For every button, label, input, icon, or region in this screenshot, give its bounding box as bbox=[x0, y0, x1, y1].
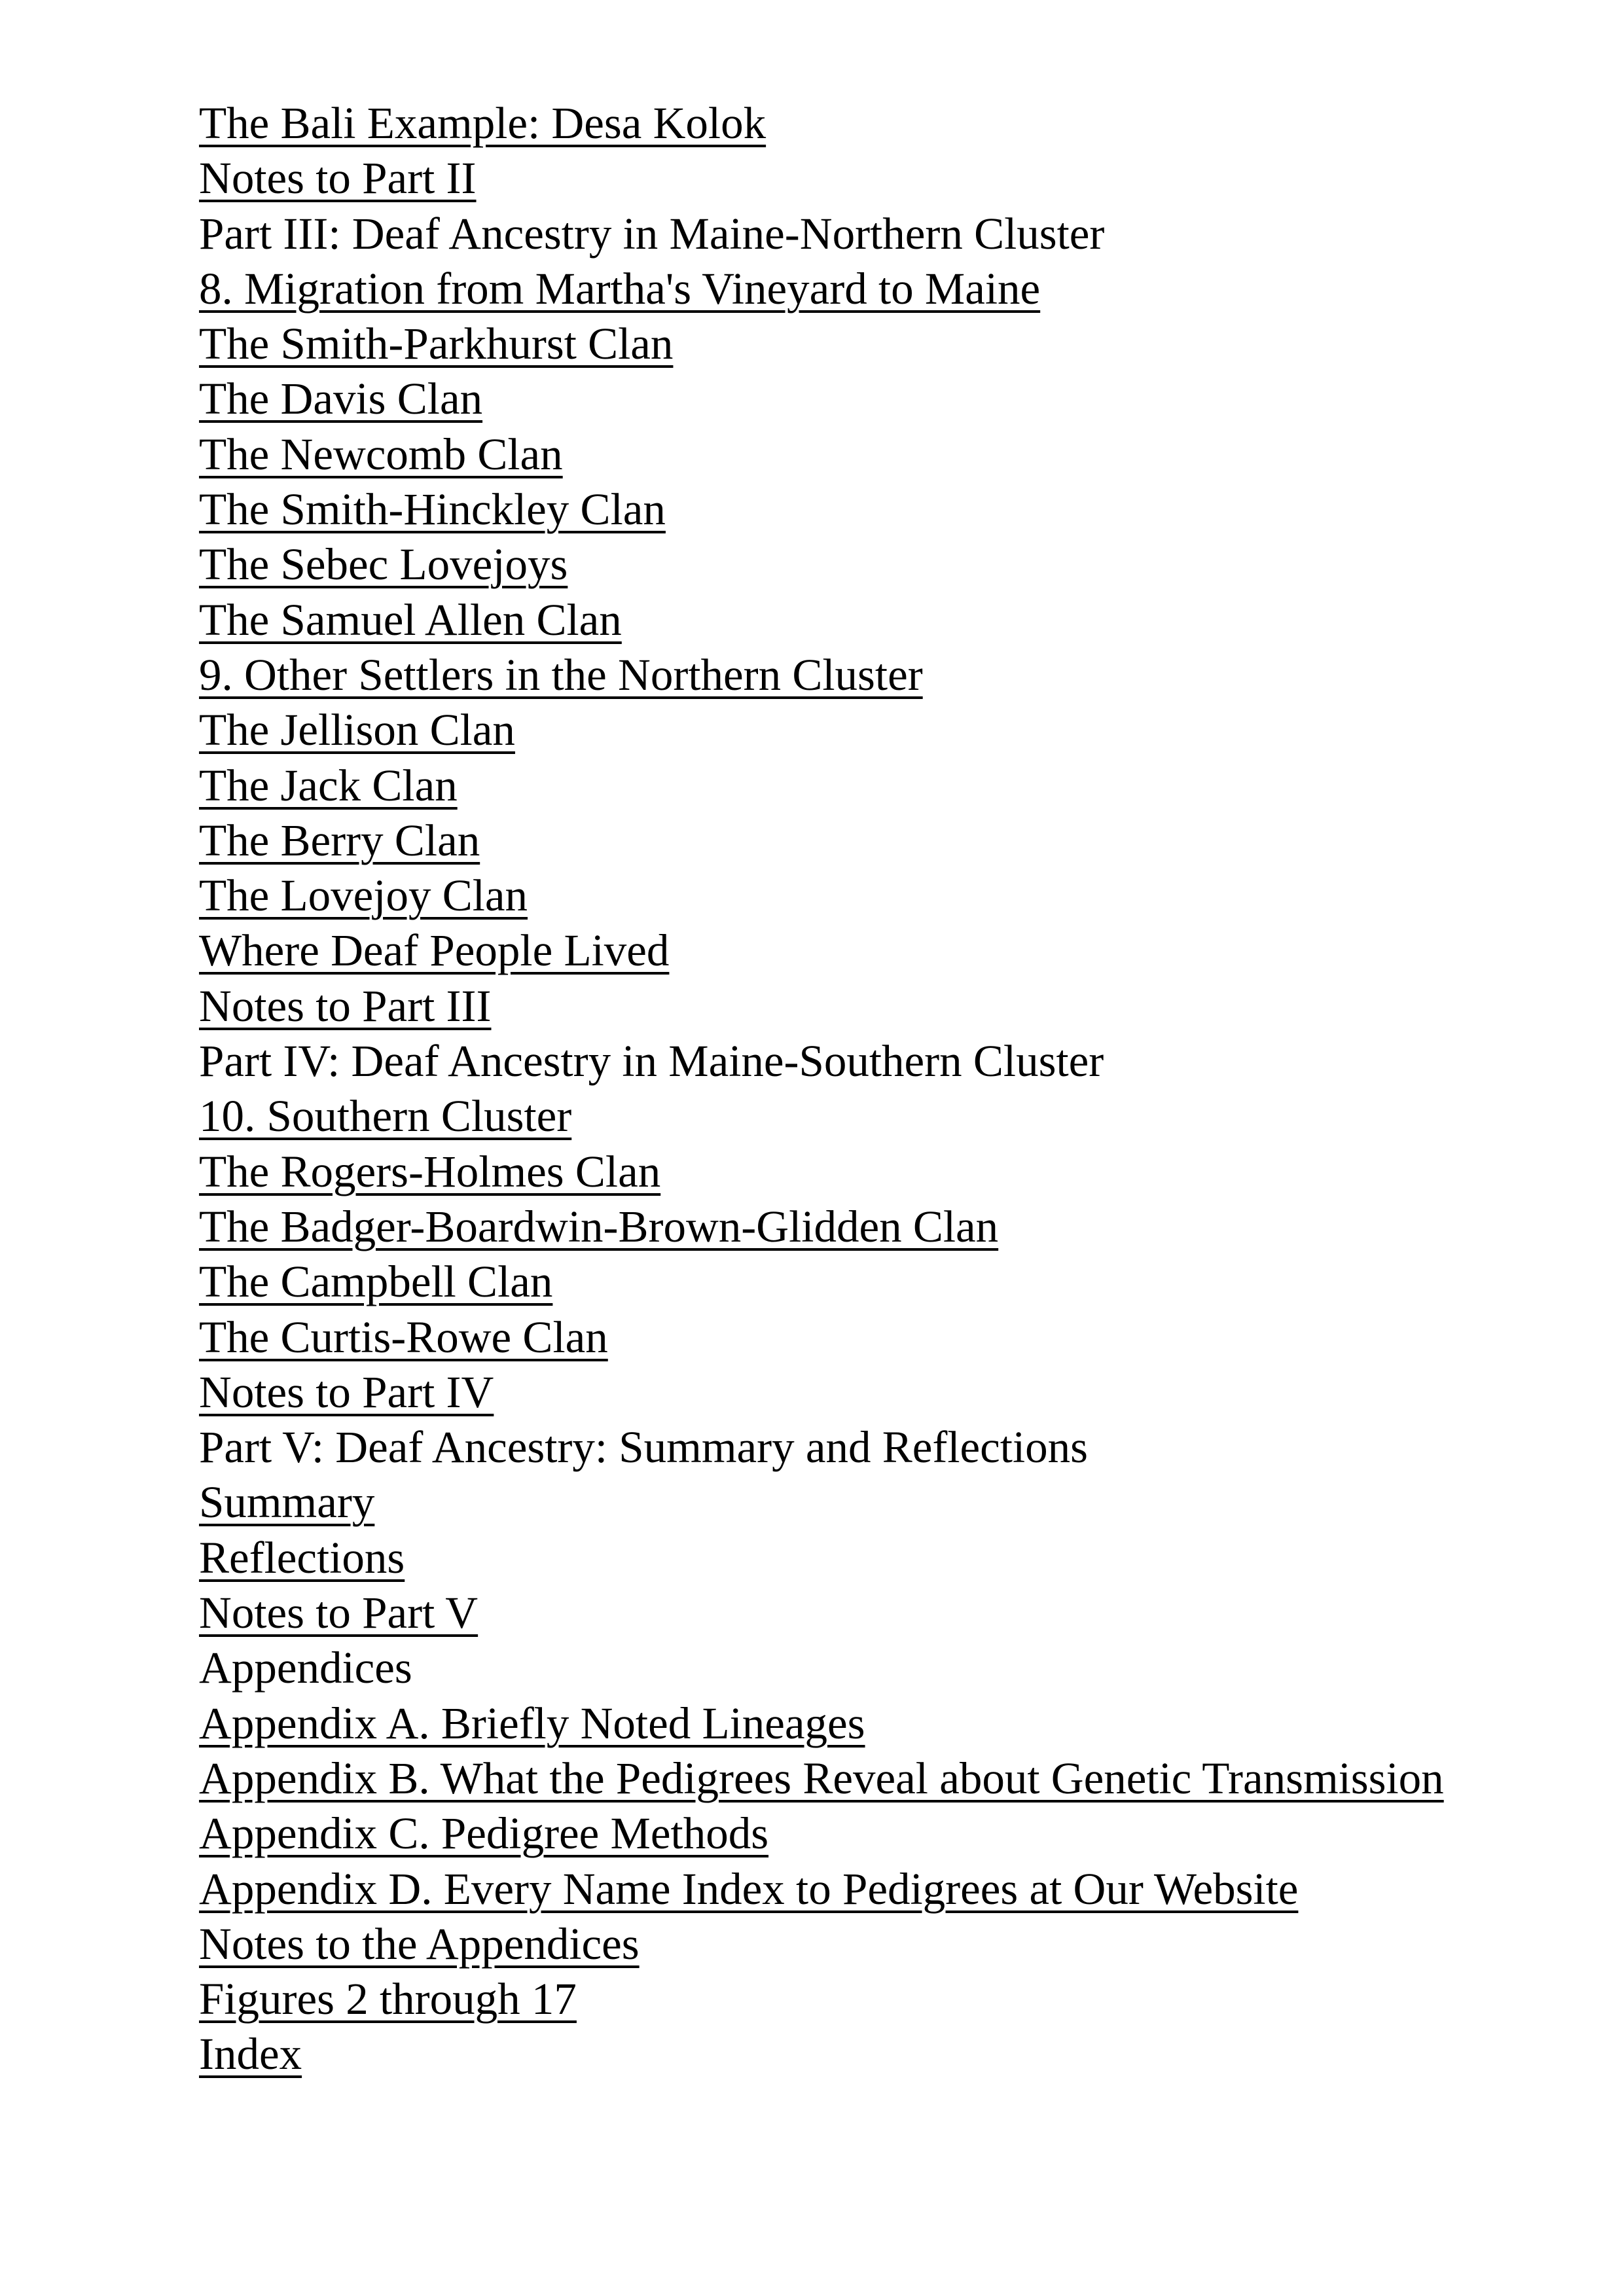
table-of-contents bbox=[199, 96, 1606, 2082]
toc-entry-chapter-8 bbox=[199, 261, 1606, 316]
toc-entry-jack bbox=[199, 758, 1606, 813]
toc-link-bali-example[interactable]: The Bali Example: Desa Kolok bbox=[199, 98, 767, 148]
toc-entry-appendix-c bbox=[199, 1806, 1606, 1861]
toc-link-reflections[interactable]: Reflections bbox=[199, 1532, 405, 1583]
toc-entry-jellison bbox=[199, 702, 1606, 757]
toc-entry-figures bbox=[199, 1971, 1606, 2026]
toc-link-chapter-10[interactable]: 10. Southern Cluster bbox=[199, 1091, 572, 1141]
toc-entry-smith-hinckley bbox=[199, 482, 1606, 537]
toc-link-badger-glidden[interactable]: The Badger-Boardwin-Brown-Glidden Clan bbox=[199, 1201, 999, 1251]
toc-entry-davis bbox=[199, 371, 1606, 426]
toc-link-samuel-allen[interactable]: The Samuel Allen Clan bbox=[199, 594, 622, 645]
toc-entry-newcomb bbox=[199, 427, 1606, 482]
section-heading-appendices: Appendices bbox=[199, 1643, 412, 1693]
toc-link-appendix-a[interactable]: Appendix A. Briefly Noted Lineages bbox=[199, 1698, 865, 1748]
section-heading-part-iii: Part III: Deaf Ancestry in Maine-Northern Cluster bbox=[199, 208, 1105, 259]
toc-link-newcomb[interactable]: The Newcomb Clan bbox=[199, 429, 563, 479]
toc-heading-part-v bbox=[199, 1420, 1606, 1475]
toc-link-notes-part-iv[interactable]: Notes to Part IV bbox=[199, 1367, 494, 1417]
toc-entry-chapter-10 bbox=[199, 1088, 1606, 1143]
toc-link-chapter-9[interactable]: 9. Other Settlers in the Northern Cluster bbox=[199, 649, 923, 700]
toc-link-where-deaf-people-lived[interactable]: Where Deaf People Lived bbox=[199, 925, 670, 976]
toc-entry-appendix-a bbox=[199, 1696, 1606, 1751]
toc-entry-smith-parkhurst bbox=[199, 316, 1606, 371]
section-heading-part-iv: Part IV: Deaf Ancestry in Maine-Southern Cluster bbox=[199, 1036, 1104, 1086]
toc-entry-badger-glidden bbox=[199, 1199, 1606, 1254]
toc-entry-notes-part-iv bbox=[199, 1365, 1606, 1420]
toc-link-rogers-holmes[interactable]: The Rogers-Holmes Clan bbox=[199, 1146, 661, 1196]
toc-entry-summary bbox=[199, 1475, 1606, 1530]
toc-entry-samuel-allen bbox=[199, 592, 1606, 647]
toc-link-summary[interactable]: Summary bbox=[199, 1477, 375, 1528]
toc-link-notes-part-ii[interactable]: Notes to Part II bbox=[199, 153, 477, 204]
toc-entry-notes-appendices bbox=[199, 1916, 1606, 1971]
toc-link-appendix-b[interactable]: Appendix B. What the Pedigrees Reveal about Genetic Transmission bbox=[199, 1753, 1444, 1803]
toc-link-notes-appendices[interactable]: Notes to the Appendices bbox=[199, 1918, 640, 1969]
toc-link-notes-part-v[interactable]: Notes to Part V bbox=[199, 1588, 478, 1638]
toc-entry-campbell bbox=[199, 1254, 1606, 1309]
toc-entry-bali-example bbox=[199, 96, 1606, 151]
toc-link-lovejoy[interactable]: The Lovejoy Clan bbox=[199, 870, 528, 921]
toc-entry-notes-part-ii bbox=[199, 151, 1606, 206]
toc-link-chapter-8[interactable]: 8. Migration from Martha's Vineyard to Maine bbox=[199, 263, 1041, 314]
toc-link-smith-parkhurst[interactable]: The Smith-Parkhurst Clan bbox=[199, 319, 674, 369]
toc-link-smith-hinckley[interactable]: The Smith-Hinckley Clan bbox=[199, 484, 666, 535]
toc-link-index[interactable]: Index bbox=[199, 2029, 302, 2079]
toc-link-appendix-c[interactable]: Appendix C. Pedigree Methods bbox=[199, 1808, 769, 1859]
toc-entry-notes-part-iii bbox=[199, 978, 1606, 1033]
toc-entry-curtis-rowe bbox=[199, 1310, 1606, 1365]
toc-entry-sebec-lovejoys bbox=[199, 537, 1606, 592]
toc-entry-lovejoy bbox=[199, 868, 1606, 923]
toc-entry-notes-part-v bbox=[199, 1585, 1606, 1640]
section-heading-part-v: Part V: Deaf Ancestry: Summary and Reflections bbox=[199, 1422, 1088, 1473]
toc-link-sebec-lovejoys[interactable]: The Sebec Lovejoys bbox=[199, 539, 568, 590]
toc-entry-chapter-9 bbox=[199, 647, 1606, 702]
toc-link-curtis-rowe[interactable]: The Curtis-Rowe Clan bbox=[199, 1312, 608, 1362]
toc-link-figures[interactable]: Figures 2 through 17 bbox=[199, 1974, 577, 2024]
toc-link-jellison[interactable]: The Jellison Clan bbox=[199, 705, 515, 755]
toc-entry-where-deaf-people-lived bbox=[199, 923, 1606, 978]
toc-heading-part-iii bbox=[199, 206, 1606, 261]
toc-link-appendix-d[interactable]: Appendix D. Every Name Index to Pedigrees at Our Website bbox=[199, 1863, 1299, 1914]
toc-entry-reflections bbox=[199, 1530, 1606, 1585]
toc-entry-index bbox=[199, 2026, 1606, 2081]
toc-link-berry[interactable]: The Berry Clan bbox=[199, 815, 480, 865]
toc-link-jack[interactable]: The Jack Clan bbox=[199, 760, 458, 810]
toc-entry-berry bbox=[199, 813, 1606, 868]
toc-link-campbell[interactable]: The Campbell Clan bbox=[199, 1257, 553, 1307]
toc-entry-rogers-holmes bbox=[199, 1144, 1606, 1199]
toc-entry-appendix-b bbox=[199, 1751, 1606, 1806]
toc-link-davis[interactable]: The Davis Clan bbox=[199, 374, 483, 424]
toc-heading-part-iv bbox=[199, 1033, 1606, 1088]
toc-link-notes-part-iii[interactable]: Notes to Part III bbox=[199, 980, 492, 1031]
toc-entry-appendix-d bbox=[199, 1861, 1606, 1916]
toc-heading-appendices bbox=[199, 1640, 1606, 1695]
